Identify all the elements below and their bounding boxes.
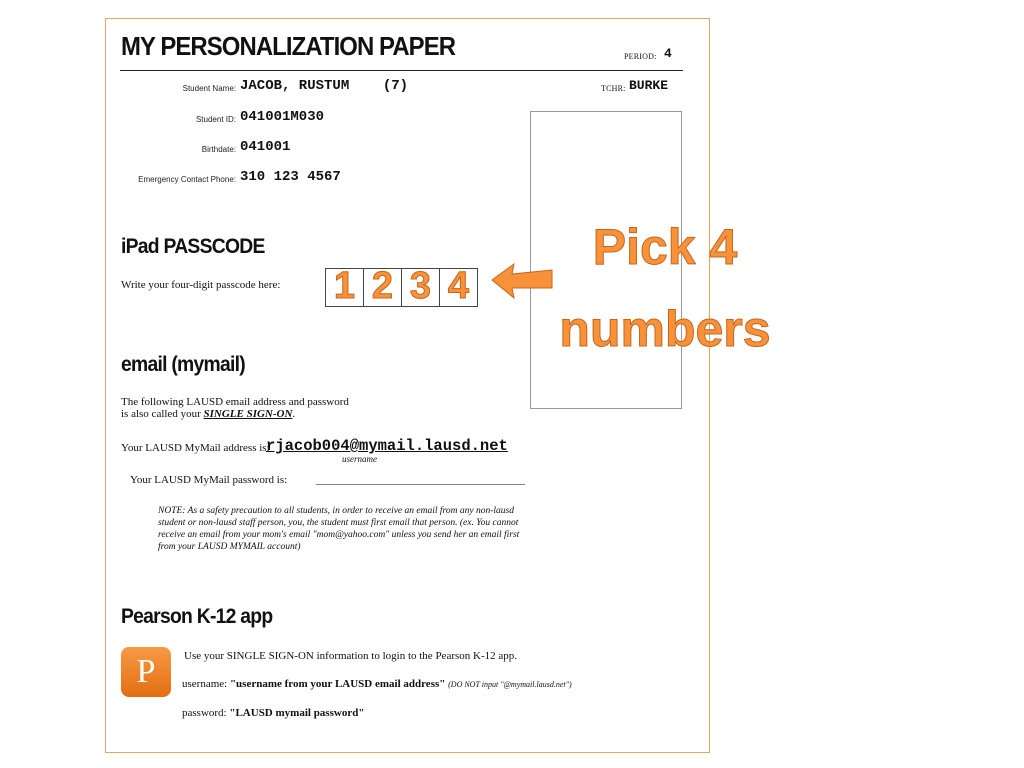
pearson-username-row (182, 678, 572, 690)
mymail-password-blank: ______________________________________ (316, 474, 525, 486)
passcode-digit: 4 (447, 265, 470, 307)
title-divider (120, 70, 683, 71)
mymail-address-label: Your LAUSD MyMail address is: (121, 442, 270, 454)
student-id-value: 041001M030 (240, 109, 325, 125)
safety-note (158, 505, 638, 553)
email-intro-prefix: is also called your (121, 408, 204, 420)
pearson-app-icon: P (121, 647, 171, 697)
passcode-box (363, 265, 402, 307)
email-intro-line1: The following LAUSD email address and password (121, 396, 349, 408)
single-sign-on-emphasis: SINGLE SIGN-ON (203, 408, 293, 420)
passcode-box (439, 265, 478, 307)
personalization-paper (105, 18, 710, 753)
note-line: from your LAUSD MYMAIL account) (158, 542, 301, 552)
passcode-boxes (326, 265, 478, 307)
passcode-instruction: Write your four-digit passcode here: (121, 279, 281, 291)
username-caption: username (342, 454, 377, 464)
pearson-username-note: (DO NOT input "@mymail.lausd.net") (448, 680, 572, 689)
pick-4-numbers-callout (540, 218, 790, 358)
page-title: MY PERSONALIZATION PAPER (121, 31, 456, 61)
emergency-phone-label: Emergency Contact Phone: (138, 175, 236, 184)
mymail-password-label: Your LAUSD MyMail password is: (130, 474, 288, 486)
birthdate-value: 041001 (240, 139, 291, 155)
pearson-password-row (182, 707, 364, 719)
email-intro-line2 (121, 408, 349, 420)
pearson-password-value: "LAUSD mymail password" (229, 707, 365, 719)
mymail-address-value: rjacob004@mymail.lausd.net (266, 437, 508, 455)
pearson-password-label: password: (182, 707, 227, 719)
teacher-label: TCHR: (601, 84, 626, 93)
passcode-box (401, 265, 440, 307)
pearson-username-value: "username from your LAUSD email address" (229, 678, 446, 690)
email-intro (121, 396, 349, 420)
emergency-phone-value: 310 123 4567 (240, 169, 341, 185)
teacher-value: BURKE (629, 78, 669, 93)
note-line: NOTE: As a safety precaution to all students, in order to receive an email from any non-lausd (158, 506, 514, 516)
passcode-digit: 3 (409, 265, 432, 307)
student-id-label: Student ID: (195, 115, 236, 124)
callout-line1: Pick 4 (592, 219, 738, 275)
pearson-username-label: username: (182, 678, 228, 690)
ipad-passcode-heading: iPad PASSCODE (121, 235, 265, 258)
passcode-box (325, 265, 364, 307)
period-value: 4 (664, 46, 672, 61)
pearson-instruction: Use your SINGLE SIGN-ON information to login to the Pearson K-12 app. (184, 650, 518, 662)
passcode-digit: 1 (333, 265, 356, 307)
note-line: student or non-lausd staff person, you, the student must first email that person. (ex. You cannot (158, 518, 519, 528)
passcode-digit: 2 (371, 265, 394, 307)
note-line: receive an email from your mom's email "mom@yahoo.com" unless you send her an email first (158, 530, 520, 540)
student-name-value: JACOB, RUSTUM (7) (240, 78, 409, 94)
email-intro-suffix: . (292, 408, 296, 420)
callout-line2: numbers (559, 301, 771, 357)
email-heading: email (mymail) (121, 353, 245, 376)
student-name-label: Student Name: (182, 84, 236, 93)
period-label: PERIOD: (624, 52, 657, 61)
pearson-heading: Pearson K-12 app (121, 605, 273, 628)
birthdate-label: Birthdate: (201, 145, 236, 154)
